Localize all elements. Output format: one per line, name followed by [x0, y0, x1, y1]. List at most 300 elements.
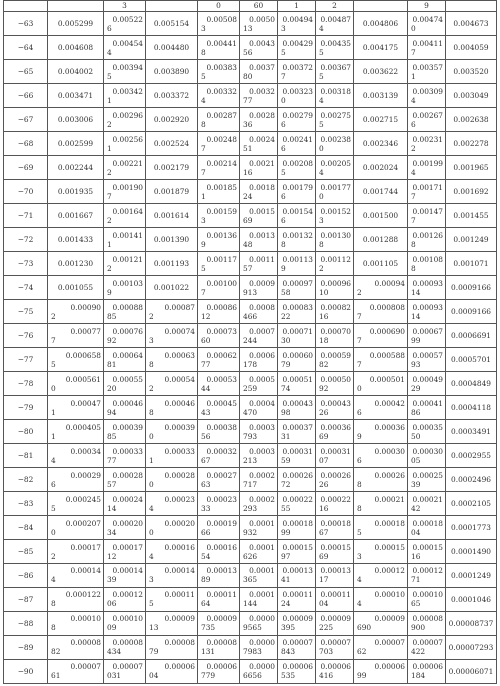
- table-cell: [278, 372, 316, 396]
- cell-line-1: 0.00033: [112, 446, 143, 456]
- table-cell: 0.004002: [48, 60, 104, 84]
- cell-line-1: 0.00441: [206, 38, 237, 48]
- table-row: [4, 300, 497, 324]
- cell-line-1: 0.00093: [412, 302, 443, 312]
- table-cell: [198, 659, 240, 683]
- table-cell: [146, 516, 198, 540]
- cell-line-2: 3: [319, 215, 324, 225]
- cell-line-2: 0: [319, 191, 324, 201]
- cell-line-2: 69: [319, 551, 329, 561]
- cell-line-2: 6: [357, 407, 362, 417]
- cell-line-2: 8: [201, 47, 206, 57]
- cell-line-2: 0: [319, 143, 324, 153]
- cell-line-2: 56: [201, 431, 211, 441]
- cell-line-1: 0.00190: [112, 182, 143, 192]
- cell-line-2: 54: [201, 551, 211, 561]
- cell-line-2: 5: [51, 359, 56, 369]
- cell-line-1: 0.00011: [206, 590, 237, 600]
- table-cell: 0.0006691: [446, 324, 497, 348]
- table-cell: [408, 36, 446, 60]
- cell-line-1: 0.00096: [320, 278, 351, 288]
- cell-line-2: 71: [411, 575, 421, 585]
- cell-line-1: 0.00024: [112, 494, 143, 504]
- row-label: −71: [4, 204, 48, 228]
- table-cell: [198, 587, 240, 611]
- table-cell: [146, 492, 198, 516]
- cell-line-1: 0.00241: [282, 134, 313, 144]
- cell-line-1: 0.00035: [412, 422, 443, 432]
- table-cell: [408, 372, 446, 396]
- cell-line-2: 79: [149, 647, 159, 657]
- vapor-pressure-table: [3, 0, 497, 684]
- cell-line-2: 98: [281, 407, 291, 417]
- cell-line-1: 0.00030: [374, 446, 405, 456]
- cell-line-1: 0.00018: [374, 518, 405, 528]
- cell-line-2: 0: [357, 383, 362, 393]
- cell-line-2: 466: [243, 311, 258, 321]
- cell-line-2: 470: [243, 407, 258, 417]
- cell-line-1: 0.00016: [164, 542, 195, 552]
- cell-line-1: 0.0002: [249, 470, 275, 480]
- table-cell: [240, 60, 278, 84]
- cell-line-1: 0.00007: [412, 638, 443, 648]
- cell-line-2: 7: [411, 47, 416, 57]
- table-cell: [408, 132, 446, 156]
- table-cell: [240, 396, 278, 420]
- cell-line-1: 0.00007: [282, 638, 313, 648]
- cell-line-1: 0.000245: [65, 494, 101, 504]
- cell-line-2: 1: [51, 407, 56, 417]
- cell-line-1: 0.00205: [320, 158, 351, 168]
- cell-line-1: 0.000808: [369, 302, 405, 312]
- table-cell: [48, 492, 104, 516]
- cell-line-1: 0.00041: [412, 398, 443, 408]
- cell-line-2: 395: [281, 623, 296, 633]
- cell-line-2: 1: [107, 239, 112, 249]
- cell-line-1: 0.00062: [206, 350, 237, 360]
- header-cell: 60: [240, 1, 278, 12]
- table-cell: [146, 444, 198, 468]
- cell-line-1: 0.00009: [320, 614, 351, 624]
- cell-line-1: 0.0001: [249, 518, 275, 528]
- table-cell: [278, 564, 316, 588]
- cell-line-2: 4: [107, 47, 112, 57]
- table-cell: 0.001744: [354, 180, 408, 204]
- cell-line-1: 0.0005: [249, 374, 275, 384]
- table-cell: [240, 587, 278, 611]
- cell-line-1: 0.00017: [112, 542, 143, 552]
- cell-line-2: 69: [243, 215, 253, 225]
- table-cell: [408, 324, 446, 348]
- table-cell: [316, 276, 354, 300]
- row-label: −79: [4, 396, 48, 420]
- cell-line-1: 0.00323: [282, 86, 313, 96]
- cell-line-1: 0.0015: [249, 206, 275, 216]
- cell-line-2: 6: [281, 215, 286, 225]
- table-row: [4, 12, 497, 36]
- table-cell: 0.001935: [48, 180, 104, 204]
- table-cell: [240, 492, 278, 516]
- cell-line-2: 293: [243, 503, 258, 513]
- table-cell: 0.0009166: [446, 276, 497, 300]
- cell-line-1: 0.00057: [412, 350, 443, 360]
- cell-line-2: 39: [107, 575, 117, 585]
- cell-line-2: 24: [281, 599, 291, 609]
- row-label: −68: [4, 132, 48, 156]
- cell-line-2: 07: [319, 455, 329, 465]
- cell-line-2: 6: [51, 479, 56, 489]
- cell-line-2: 43: [201, 407, 211, 417]
- table-cell: [278, 300, 316, 324]
- cell-line-1: 0.00031: [282, 446, 313, 456]
- table-cell: 0.0009166: [446, 300, 497, 324]
- table-cell: [146, 611, 198, 635]
- table-cell: [198, 156, 240, 180]
- table-cell: 0.001071: [446, 252, 497, 276]
- table-cell: [240, 132, 278, 156]
- table-cell: [48, 420, 104, 444]
- cell-line-1: 0.00248: [206, 134, 237, 144]
- cell-line-1: 0.00039: [164, 422, 195, 432]
- cell-line-2: 7: [201, 143, 206, 153]
- cell-line-2: 5: [107, 71, 112, 81]
- cell-line-2: 626: [243, 551, 258, 561]
- table-cell: 0.0005701: [446, 348, 497, 372]
- cell-line-2: 5: [201, 263, 206, 273]
- cell-line-2: 184: [411, 671, 426, 681]
- table-cell: [48, 540, 104, 564]
- cell-line-1: 0.00074: [164, 326, 195, 336]
- table-cell: [198, 372, 240, 396]
- table-cell: 0.004059: [446, 36, 497, 60]
- header-cell: 2: [316, 1, 354, 12]
- cell-line-2: 3: [149, 335, 154, 345]
- cell-line-1: 0.00050: [320, 374, 351, 384]
- cell-line-1: 0.00032: [206, 446, 237, 456]
- cell-line-2: 39: [411, 479, 421, 489]
- cell-line-1: 0.00086: [206, 302, 237, 312]
- cell-line-1: 0.00046: [164, 398, 195, 408]
- cell-line-2: 61: [51, 671, 61, 681]
- table-cell: [198, 36, 240, 60]
- cell-line-2: 51: [243, 143, 253, 153]
- table-cell: [198, 300, 240, 324]
- table-cell: [408, 276, 446, 300]
- cell-line-2: 5: [281, 167, 286, 177]
- cell-line-1: 0.00141: [112, 230, 143, 240]
- table-cell: [198, 204, 240, 228]
- table-cell: 0.0001773: [446, 516, 497, 540]
- cell-line-2: 44: [201, 383, 211, 393]
- row-label: −82: [4, 468, 48, 492]
- cell-line-1: 0.00030: [412, 446, 443, 456]
- table-cell: [278, 635, 316, 659]
- table-row: [4, 60, 497, 84]
- cell-line-2: 1: [411, 71, 416, 81]
- cell-line-1: 0.00011: [282, 590, 313, 600]
- table-cell: [198, 468, 240, 492]
- cell-line-1: 0.00022: [320, 494, 351, 504]
- cell-line-2: 22: [281, 311, 291, 321]
- table-cell: [354, 516, 408, 540]
- table-cell: 0.0004118: [446, 396, 497, 420]
- table-cell: [240, 611, 278, 635]
- cell-line-1: 0.0004: [249, 398, 275, 408]
- table-cell: [408, 420, 446, 444]
- cell-line-2: 535: [281, 671, 296, 681]
- cell-line-2: 57: [243, 263, 253, 273]
- table-cell: 0.001614: [146, 204, 198, 228]
- table-cell: [146, 468, 198, 492]
- table-cell: 0.0001046: [446, 587, 497, 611]
- table-cell: [198, 180, 240, 204]
- row-label: −65: [4, 60, 48, 84]
- table-cell: [408, 252, 446, 276]
- row-label: −66: [4, 84, 48, 108]
- table-cell: [48, 324, 104, 348]
- row-label: −73: [4, 252, 48, 276]
- cell-line-2: 0: [149, 527, 154, 537]
- cell-line-1: 0.0018: [249, 182, 275, 192]
- table-row: [4, 659, 497, 683]
- table-cell: [198, 252, 240, 276]
- table-cell: [104, 228, 146, 252]
- cell-line-2: 178: [243, 359, 258, 369]
- table-row: [4, 635, 497, 659]
- table-cell: [408, 635, 446, 659]
- cell-line-1: 0.0011: [249, 254, 275, 264]
- cell-line-2: 735: [201, 623, 216, 633]
- table-row: [4, 36, 497, 60]
- cell-line-2: 031: [107, 671, 122, 681]
- row-label: −89: [4, 635, 48, 659]
- cell-line-1: 0.00013: [206, 566, 237, 576]
- cell-line-2: 913: [243, 287, 258, 297]
- cell-line-1: 0.00038: [206, 422, 237, 432]
- cell-line-2: 6656: [243, 671, 262, 681]
- row-label: −63: [4, 12, 48, 36]
- cell-line-1: 0.00077: [70, 326, 101, 336]
- cell-line-1: 0.00067: [412, 326, 443, 336]
- table-cell: 0.005154: [146, 12, 198, 36]
- table-cell: [408, 156, 446, 180]
- cell-line-2: 4: [51, 455, 56, 465]
- cell-line-1: 0.00164: [112, 206, 143, 216]
- cell-line-1: 0.00087: [164, 302, 195, 312]
- cell-line-1: 0.00023: [164, 494, 195, 504]
- table-cell: 0.00006071: [446, 659, 497, 683]
- table-cell: 0.001500: [354, 204, 408, 228]
- table-row: [4, 276, 497, 300]
- table-cell: [104, 396, 146, 420]
- table-cell: [48, 659, 104, 683]
- table-cell: [104, 348, 146, 372]
- table-cell: [104, 156, 146, 180]
- cell-line-2: 97: [281, 551, 291, 561]
- table-cell: [146, 348, 198, 372]
- cell-line-1: 0.00018: [320, 518, 351, 528]
- cell-line-2: 7: [357, 335, 362, 345]
- table-cell: 0.0002496: [446, 468, 497, 492]
- table-cell: 0.001965: [446, 156, 497, 180]
- cell-line-2: 2: [107, 263, 112, 273]
- cell-line-1: 0.00031: [320, 446, 351, 456]
- table-cell: [146, 564, 198, 588]
- table-cell: 0.001692: [446, 180, 497, 204]
- table-cell: [354, 348, 408, 372]
- cell-line-1: 0.00112: [320, 254, 351, 264]
- cell-line-1: 0.00199: [412, 158, 443, 168]
- cell-line-2: 416: [319, 671, 334, 681]
- cell-line-1: 0.00113: [282, 254, 313, 264]
- table-cell: [408, 611, 446, 635]
- table-cell: [104, 372, 146, 396]
- cell-line-1: 0.00009: [164, 614, 195, 624]
- cell-line-1: 0.00012: [374, 566, 405, 576]
- table-cell: [408, 587, 446, 611]
- cell-line-1: 0.00372: [282, 62, 313, 72]
- cell-line-1: 0.00043: [282, 398, 313, 408]
- cell-line-1: 0.00126: [412, 230, 443, 240]
- cell-line-2: 92: [319, 383, 329, 393]
- row-label: −84: [4, 516, 48, 540]
- cell-line-1: 0.000501: [369, 374, 405, 384]
- cell-line-2: 67: [201, 455, 211, 465]
- cell-line-1: 0.00090: [70, 302, 101, 312]
- cell-line-1: 0.00130: [320, 230, 351, 240]
- cell-line-1: 0.00267: [412, 110, 443, 120]
- row-label: −80: [4, 420, 48, 444]
- cell-line-2: 131: [201, 647, 216, 657]
- table-cell: 0.001055: [48, 276, 104, 300]
- cell-line-1: 0.00279: [282, 110, 313, 120]
- cell-line-2: 16: [243, 167, 253, 177]
- cell-line-2: 67: [319, 527, 329, 537]
- table-cell: [316, 12, 354, 36]
- table-cell: 0.005299: [48, 12, 104, 36]
- table-cell: [316, 540, 354, 564]
- cell-line-1: 0.00027: [206, 470, 237, 480]
- cell-line-1: 0.0001: [249, 542, 275, 552]
- cell-line-2: 85: [107, 431, 117, 441]
- cell-line-2: 4: [51, 575, 56, 585]
- cell-line-2: 33: [201, 503, 211, 513]
- cell-line-2: 793: [243, 431, 258, 441]
- cell-line-2: 8: [51, 623, 56, 633]
- table-cell: [240, 300, 278, 324]
- cell-line-2: 2: [149, 311, 154, 321]
- table-cell: [278, 156, 316, 180]
- cell-line-1: 0.000690: [369, 326, 405, 336]
- cell-line-1: 0.00008: [206, 638, 237, 648]
- cell-line-2: 77: [243, 95, 253, 105]
- cell-line-2: 24: [243, 191, 253, 201]
- cell-line-2: 5: [357, 527, 362, 537]
- cell-line-1: 0.00010: [374, 590, 405, 600]
- table-cell: [316, 444, 354, 468]
- table-cell: 0.002278: [446, 132, 497, 156]
- row-label: −76: [4, 324, 48, 348]
- table-cell: [104, 635, 146, 659]
- cell-line-1: 0.00171: [412, 182, 443, 192]
- header-cell: [446, 1, 497, 12]
- cell-line-2: 6: [281, 143, 286, 153]
- header-cell: 3: [104, 1, 146, 12]
- table-cell: [104, 300, 146, 324]
- cell-line-2: 18: [319, 335, 329, 345]
- cell-line-1: 0.00013: [320, 566, 351, 576]
- cell-line-1: 0.00018: [412, 518, 443, 528]
- table-cell: [278, 108, 316, 132]
- cell-line-1: 0.00287: [206, 110, 237, 120]
- table-cell: [408, 396, 446, 420]
- cell-line-2: 86: [411, 407, 421, 417]
- header-cell: [146, 1, 198, 12]
- cell-line-1: 0.00020: [164, 518, 195, 528]
- cell-line-2: 6: [281, 119, 286, 129]
- table-cell: [316, 324, 354, 348]
- cell-line-2: 3: [149, 575, 154, 585]
- cell-line-2: 5: [51, 503, 56, 513]
- table-cell: 0.001022: [146, 276, 198, 300]
- table-cell: 0.001390: [146, 228, 198, 252]
- cell-line-1: 0.00238: [320, 134, 351, 144]
- header-cell: [4, 1, 48, 12]
- table-cell: [278, 204, 316, 228]
- cell-line-1: 0.00435: [320, 38, 351, 48]
- table-cell: 0.002346: [354, 132, 408, 156]
- table-cell: [316, 564, 354, 588]
- table-row: [4, 587, 497, 611]
- cell-line-1: 0.00108: [412, 254, 443, 264]
- cell-line-1: 0.00073: [206, 326, 237, 336]
- table-cell: [104, 180, 146, 204]
- table-cell: [240, 372, 278, 396]
- cell-line-2: 8: [201, 119, 206, 129]
- cell-line-2: 69: [319, 431, 329, 441]
- table-cell: [408, 516, 446, 540]
- table-cell: 0.0004849: [446, 372, 497, 396]
- cell-line-2: 13: [243, 23, 253, 33]
- table-cell: [278, 659, 316, 683]
- cell-line-2: 4: [411, 95, 416, 105]
- cell-line-1: 0.00007: [320, 638, 351, 648]
- cell-line-1: 0.00036: [320, 422, 351, 432]
- table-cell: [316, 180, 354, 204]
- cell-line-2: 34: [107, 527, 117, 537]
- table-cell: [278, 611, 316, 635]
- table-cell: [48, 587, 104, 611]
- cell-line-1: 0.0009: [249, 278, 275, 288]
- cell-line-2: 2: [51, 311, 56, 321]
- row-label: −90: [4, 659, 48, 683]
- cell-line-2: 16: [319, 503, 329, 513]
- table-cell: [104, 659, 146, 683]
- table-cell: 0.0002955: [446, 444, 497, 468]
- row-label: −78: [4, 372, 48, 396]
- cell-line-2: 1: [201, 191, 206, 201]
- row-label: −83: [4, 492, 48, 516]
- cell-line-1: 0.00008: [70, 638, 101, 648]
- header-cell: 0: [198, 1, 240, 12]
- cell-line-2: 81: [107, 359, 117, 369]
- table-cell: [198, 60, 240, 84]
- cell-line-2: 9565: [243, 623, 262, 633]
- cell-line-1: 0.00296: [112, 110, 143, 120]
- cell-line-2: 1: [107, 143, 112, 153]
- cell-line-1: 0.00208: [282, 158, 313, 168]
- table-cell: [408, 108, 446, 132]
